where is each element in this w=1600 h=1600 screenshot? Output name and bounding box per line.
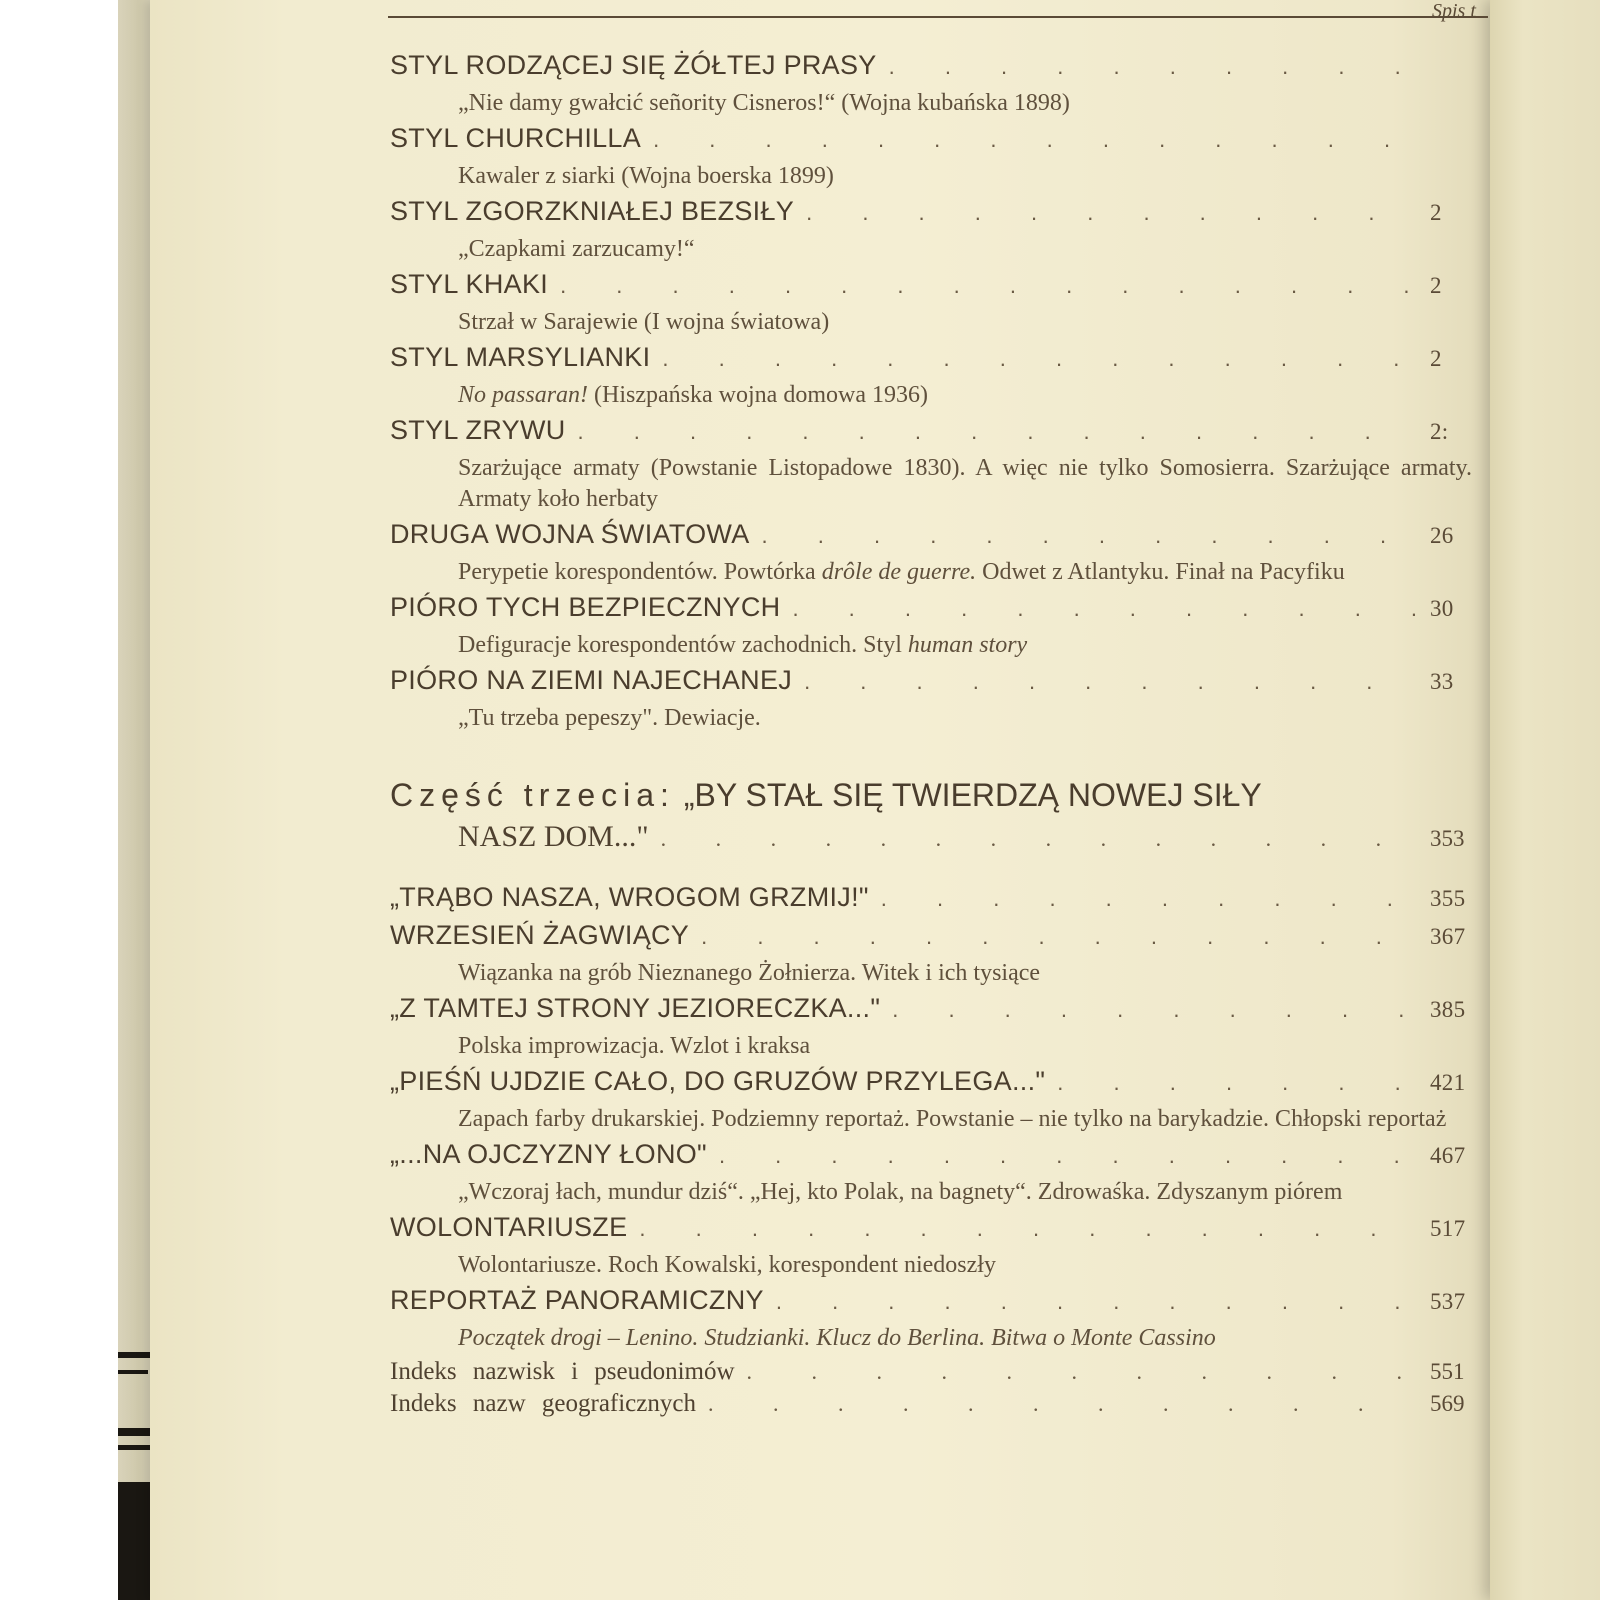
dot-leader — [708, 1391, 1422, 1417]
dot-leader — [747, 1359, 1422, 1385]
toc-entry-heading — [390, 196, 1490, 234]
dot-leader — [1057, 1070, 1422, 1096]
chapter-subtitle — [390, 557, 1490, 588]
toc-entry-heading — [390, 519, 1490, 557]
toc-entry — [390, 269, 1490, 338]
chapter-title: STYL CHURCHILLA — [390, 123, 642, 153]
toc-entry-heading — [390, 269, 1490, 307]
running-head: Spis t — [1432, 0, 1476, 22]
toc-entry-heading — [390, 993, 1490, 1031]
chapter-title: STYL ZRYWU — [390, 415, 566, 445]
toc-entry-heading — [390, 882, 1490, 920]
subtitle-text: „Wczoraj łach, mundur dziś“. „Hej, kto Polak, na bagnety“. Zdrowaśka. Zdyszanym piórem — [458, 1179, 1343, 1205]
subtitle-italic: human story — [907, 632, 1028, 658]
toc-entry-heading — [390, 1212, 1490, 1250]
page-number: 467 — [1430, 1143, 1466, 1168]
index-title: Indeks nazw geograficznych — [390, 1390, 696, 1417]
page-number: 353 — [1430, 826, 1465, 851]
subtitle-text: Wolontariusze. Roch Kowalski, korespondent niedoszły — [458, 1252, 996, 1278]
page-number: 2 — [1430, 200, 1442, 225]
toc-entry-heading — [390, 1285, 1490, 1323]
toc-entry — [390, 665, 1490, 734]
page-number: 385 — [1430, 997, 1466, 1022]
chapter-title: STYL MARSYLIANKI — [390, 342, 651, 372]
chapter-title: PIÓRO TYCH BEZPIECZNYCH — [390, 592, 781, 622]
toc-entry-heading — [390, 123, 1490, 161]
dot-leader — [719, 1143, 1422, 1169]
subtitle-text: „Czapkami zarzucamy!“ — [458, 236, 695, 262]
dot-leader — [762, 523, 1422, 549]
chapter-title: PIÓRO NA ZIEMI NAJECHANEJ — [390, 665, 793, 695]
subtitle-text: Perypetie korespondentów. Powtórka — [458, 559, 822, 585]
cover-mark — [118, 1370, 148, 1374]
chapter-subtitle — [390, 1323, 1490, 1354]
index-entry — [390, 1390, 1490, 1422]
page-number: 569 — [1430, 1391, 1465, 1416]
page-number: 551 — [1430, 1359, 1465, 1384]
chapter-subtitle — [390, 307, 1490, 338]
chapter-title: „PIEŚŃ UJDZIE CAŁO, DO GRUZÓW PRZYLEGA..." — [390, 1066, 1046, 1096]
toc-entry-heading — [390, 665, 1490, 703]
dot-leader — [662, 346, 1422, 372]
toc-section-part2 — [390, 50, 1490, 734]
dot-leader — [804, 669, 1422, 695]
dot-leader — [639, 1216, 1422, 1242]
chapter-subtitle — [390, 703, 1490, 734]
toc-entry — [390, 50, 1490, 119]
chapter-title: DRUGA WOJNA ŚWIATOWA — [390, 519, 750, 549]
toc-entry — [390, 592, 1490, 661]
chapter-subtitle — [390, 380, 1490, 411]
next-page-edge — [1490, 0, 1600, 1600]
toc-entry — [390, 993, 1490, 1062]
chapter-subtitle — [390, 234, 1490, 265]
subtitle-text: „Nie damy gwałcić señority Cisneros!“ (Wojna kubańska 1898) — [458, 90, 1070, 116]
dot-leader — [889, 54, 1422, 80]
chapter-title: REPORTAŻ PANORAMICZNY — [390, 1285, 764, 1315]
dot-leader — [701, 924, 1422, 950]
page-number: 517 — [1430, 1216, 1466, 1241]
page-number: 355 — [1430, 886, 1466, 911]
dot-leader — [806, 200, 1422, 226]
subtitle-text: Zapach farby drukarskiej. Podziemny reportaż. Powstanie – nie tylko na barykadzie. Chłopski reportaż — [458, 1106, 1447, 1132]
part-title-line2-row — [390, 820, 1490, 870]
subtitle-text: Szarżujące armaty (Powstanie Listopadowe 1830). A więc nie tylko Somosierra. Szarżujące armaty. Armaty koło herbaty — [458, 455, 1472, 512]
chapter-subtitle — [390, 88, 1490, 119]
dot-leader — [892, 997, 1422, 1023]
page-number: 421 — [1430, 1070, 1466, 1095]
subtitle-text: Kawaler z siarki (Wojna boerska 1899) — [458, 163, 834, 189]
dot-leader — [578, 419, 1422, 445]
toc-entry — [390, 123, 1490, 192]
table-of-contents — [390, 50, 1490, 1422]
chapter-title: „...NA OJCZYZNY ŁONO" — [390, 1139, 707, 1169]
chapter-subtitle — [390, 1250, 1490, 1281]
subtitle-text: Strzał w Sarajewie (I wojna światowa) — [458, 309, 830, 335]
chapter-subtitle — [390, 161, 1490, 192]
part-title-line2: NASZ DOM..." — [458, 820, 649, 853]
page-number: 367 — [1430, 924, 1466, 949]
header-rule — [388, 16, 1488, 18]
toc-section-part3 — [390, 882, 1490, 1354]
toc-entry — [390, 1212, 1490, 1281]
chapter-subtitle — [390, 630, 1490, 661]
toc-entry-heading — [390, 50, 1490, 88]
subtitle-text: Defiguracje korespondentów zachodnich. Styl — [458, 632, 908, 658]
index-entry — [390, 1358, 1490, 1390]
chapter-subtitle — [390, 1031, 1490, 1062]
dot-leader — [776, 1289, 1422, 1315]
toc-entry — [390, 342, 1490, 411]
chapter-title: „Z TAMTEJ STRONY JEZIORECZKA..." — [390, 993, 881, 1023]
toc-index-section — [390, 1358, 1490, 1422]
chapter-title: WRZESIEŃ ŻAGWIĄCY — [390, 920, 690, 950]
toc-entry-heading — [390, 920, 1490, 958]
dot-leader — [661, 826, 1422, 852]
toc-entry — [390, 920, 1490, 989]
toc-entry — [390, 1139, 1490, 1208]
subtitle-italic: Początek drogi – Lenino. Studzianki. Klucz do Berlina. Bitwa o Monte Cassino — [458, 1325, 1216, 1351]
chapter-title: „TRĄBO NASZA, WROGOM GRZMIJ!" — [390, 882, 869, 912]
chapter-subtitle — [390, 1177, 1490, 1208]
subtitle-text: Odwet z Atlantyku. Finał na Pacyfiku — [976, 559, 1345, 585]
subtitle-text: Polska improwizacja. Wzlot i kraksa — [458, 1033, 811, 1059]
page-number: 2 — [1430, 346, 1442, 371]
chapter-subtitle — [390, 958, 1490, 989]
chapter-title: STYL KHAKI — [390, 269, 549, 299]
part-title-line1: „BY STAŁ SIĘ TWIERDZĄ NOWEJ SIŁY — [683, 777, 1262, 813]
subtitle-italic: No passaran! — [458, 382, 589, 408]
toc-entry — [390, 1066, 1490, 1135]
toc-entry — [390, 1285, 1490, 1354]
toc-entry-heading — [390, 1066, 1490, 1104]
toc-entry — [390, 519, 1490, 588]
toc-entry-heading — [390, 415, 1490, 453]
chapter-title: STYL RODZĄCEJ SIĘ ŻÓŁTEJ PRASY — [390, 50, 877, 80]
subtitle-text: Wiązanka na grób Nieznanego Żołnierza. Witek i ich tysiące — [458, 960, 1041, 986]
toc-entry — [390, 415, 1490, 515]
subtitle-text: „Tu trzeba pepeszy". Dewiacje. — [458, 705, 761, 731]
subtitle-text: (Hiszpańska wojna domowa 1936) — [588, 382, 928, 408]
chapter-subtitle — [390, 453, 1490, 515]
part-prefix: Część trzecia: — [390, 777, 675, 813]
chapter-title: WOLONTARIUSZE — [390, 1212, 628, 1242]
index-title: Indeks nazwisk i pseudonimów — [390, 1358, 735, 1385]
dot-leader — [881, 886, 1422, 912]
toc-entry — [390, 882, 1490, 920]
dot-leader — [653, 127, 1422, 153]
dot-leader — [792, 596, 1422, 622]
toc-entry-heading — [390, 1139, 1490, 1177]
page-number: 33 — [1430, 669, 1454, 694]
chapter-title: STYL ZGORZKNIAŁEJ BEZSIŁY — [390, 196, 795, 226]
page-number: 30 — [1430, 596, 1454, 621]
part-three-heading — [390, 770, 1490, 820]
page-number: 2 — [1430, 273, 1442, 298]
page-number: 537 — [1430, 1289, 1466, 1314]
toc-entry — [390, 196, 1490, 265]
chapter-subtitle — [390, 1104, 1490, 1135]
subtitle-italic: drôle de guerre. — [821, 559, 977, 585]
toc-entry-heading — [390, 592, 1490, 630]
page-number: 26 — [1430, 523, 1454, 548]
dot-leader — [560, 273, 1422, 299]
toc-entry-heading — [390, 342, 1490, 380]
page-number: 2: — [1430, 419, 1449, 444]
